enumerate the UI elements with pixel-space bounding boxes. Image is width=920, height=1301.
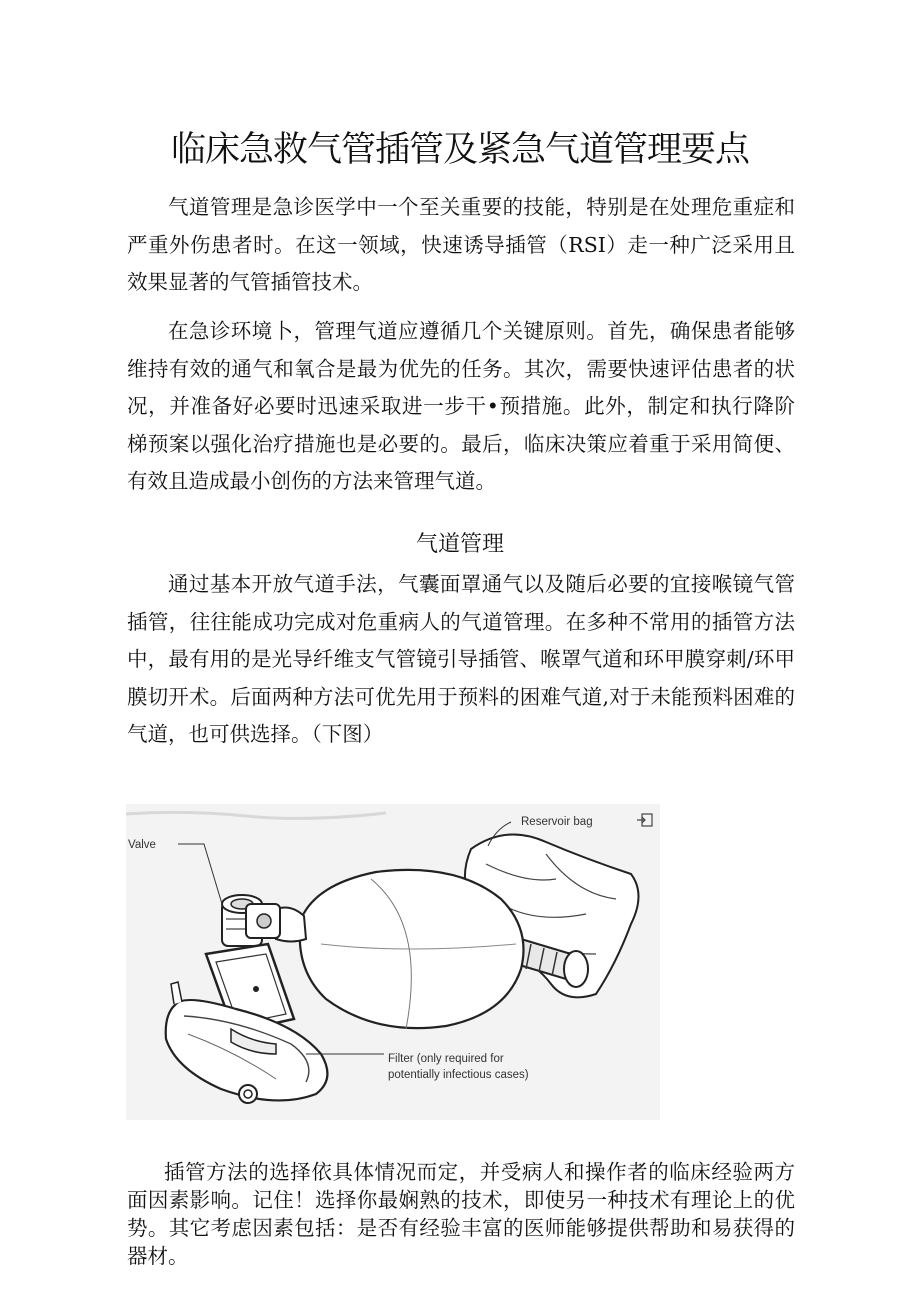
bag-valve-mask-illustration	[126, 804, 660, 1120]
document-title: 临床急救气管插管及紧急气道管理要点	[170, 130, 749, 170]
section-heading: 气道管理	[415, 532, 504, 557]
section-paragraph: 通过基本开放气道手法，气囊面罩通气以及随后必要的宜接喉镜气管插管，往往能成功完成对危重病人的气道管理。在多种不常用的插管方法中，最有用的是光导纤维支气管镜引导插管、喉罩气道和环甲膜穿刺/环甲膜切开术。后面两种方法可优先用于预料的困难气道,对于未能预料困难的气道，也可供选择。（下图）	[127, 572, 795, 746]
valve-label: Valve	[128, 839, 156, 851]
filter-label-line2: potentially infectious cases)	[388, 1069, 529, 1081]
principles-paragraph: 在急诊环境卜，管理气道应遵循几个关键原则。首先，确保患者能够维持有效的通气和氧合是最为优先的任务。其次，需要快速评估患者的状况，并准备好必要时迅速采取进一步干•预措施。此外，制定和执行降阶梯预案以强化治疗措施也是必要的。最后，临床决策应着重于采用简便、有效且造成最小创伤的方法来管理气道。	[127, 319, 795, 493]
filter-label-line1: Filter (only required for	[388, 1053, 504, 1065]
reservoir-bag-label: Reservoir bag	[521, 816, 593, 828]
intro-paragraph: 气道管理是急诊医学中一个至关重要的技能，特别是在处理危重症和严重外伤患者时。在这一领域，快速诱导插管（RSI）走一种广泛采用且效果显著的气管插管技术。	[127, 195, 795, 294]
bag-valve-mask-figure	[126, 804, 660, 1120]
closing-paragraph: 插管方法的选择依具体情况而定，并受病人和操作者的临床经验两方面因素影响。记住！选择你最娴熟的技术，即使另一种技术有理论上的优势。其它考虑因素包括：是否有经验丰富的医师能够提供帮助和易获得的器材。	[127, 1160, 795, 1268]
self-inflating-bag-drawing	[300, 870, 524, 1029]
